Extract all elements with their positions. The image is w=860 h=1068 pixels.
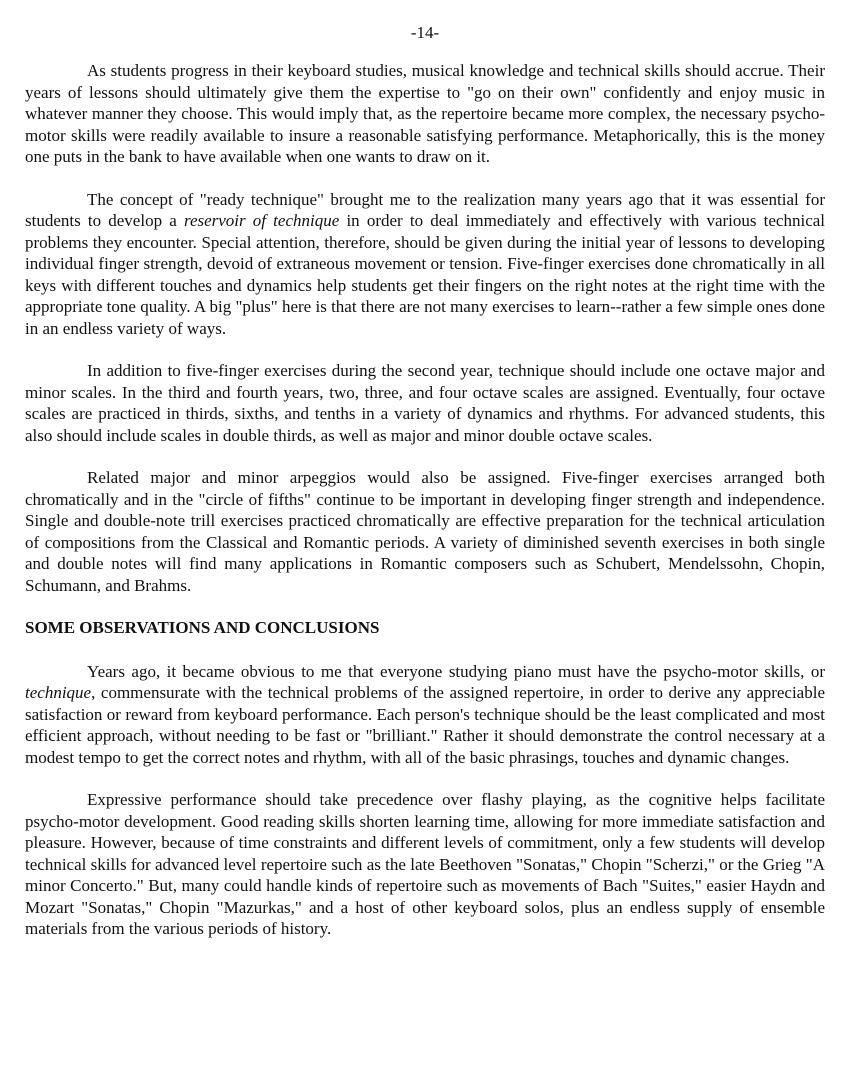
- paragraph-text: Years ago, it became obvious to me that everyone studying piano must have the psycho-motor skills, or: [87, 661, 825, 681]
- document-page: [25, 22, 825, 961]
- paragraph-text: The concept of "ready technique" brought me to the realization many years ago that it was essential for students to develop a: [25, 189, 825, 230]
- paragraph-scales: In addition to five-finger exercises during the second year, technique should include one octave major and minor scales. In the third and fourth years, two, three, and four octave scales are assigned. Eventually, four octave scales are practiced in thirds, sixths, and tenths in a variety of dynamics and rhythms. For advanced students, this also should include scales in double thirds, as well as major and minor double octave scales.: [25, 361, 825, 445]
- paragraph-expressive-performance: Expressive performance should take precedence over flashy playing, as the cognitive helps facilitate psycho-motor development. Good reading skills shorten learning time, allowing for more immediate satisfaction and pleasure. However, because of time constraints and different levels of commitment, only a few students will develop technical skills for advanced level repertoire such as the late Beethoven "Sonatas," Chopin "Scherzi," or the Grieg "A minor Concerto." But, many could handle kinds of repertoire such as movements of Bach "Suites," easier Haydn and Mozart "Sonatas," Chopin "Mazurkas," and a host of other keyboard solos, plus an endless supply of ensemble materials from the various periods of history.: [25, 790, 825, 938]
- emphasis-technique: technique: [25, 683, 92, 702]
- paragraph-ready-technique: [25, 189, 825, 340]
- paragraph-text: in order to deal immediately and effectively with various technical problems they encounter. Special attention, therefore, should be given during the initial year of lessons to developing individual finger strength, devoid of extraneous movement or tension. Five-finger exercises done chromatically in all keys with different touches and dynamics help students get their fingers on the right notes at the right time with the appropriate tone quality. A big "plus" here is that there are not many exercises to learn--rather a few simple ones done in an endless variety of ways.: [25, 211, 826, 338]
- paragraph-psycho-motor-skills: [25, 661, 825, 769]
- paragraph-progress: As students progress in their keyboard studies, musical knowledge and technical skills should accrue. Their years of lessons should ultimately give them the expertise to "go on their own" confidently and enjoy music in whatever manner they choose. This would imply that, as the repertoire became more complex, the necessary psycho-motor skills were readily available to insure a reasonable satisfying performance. Metaphorically, this is the money one puts in the bank to have available when one wants to draw on it.: [25, 61, 825, 166]
- paragraph-text: , commensurate with the technical problems of the assigned repertoire, in order to derive any appreciable satisfaction or reward from keyboard performance. Each person's technique should be the least complicated and most efficient approach, without needing to be fast or "brilliant." Rather it should demonstrate the control necessary at a modest tempo to get the correct notes and rhythm, with all of the basic phrasings, touches and dynamic changes.: [25, 683, 825, 767]
- paragraph-arpeggios: Related major and minor arpeggios would also be assigned. Five-finger exercises arranged both chromatically and in the "circle of fifths" continue to be important in developing finger strength and independence. Single and double-note trill exercises practiced chromatically are effective preparation for the technical articulation of compositions from the Classical and Romantic periods. A variety of diminished seventh exercises in both single and double notes will find many applications in Romantic composers such as Schubert, Mendelssohn, Chopin, Schumann, and Brahms.: [25, 468, 825, 595]
- page-number: -14-: [410, 23, 440, 42]
- section-heading: SOME OBSERVATIONS AND CONCLUSIONS: [25, 618, 380, 637]
- emphasis-reservoir-of-technique: reservoir of technique: [183, 211, 340, 230]
